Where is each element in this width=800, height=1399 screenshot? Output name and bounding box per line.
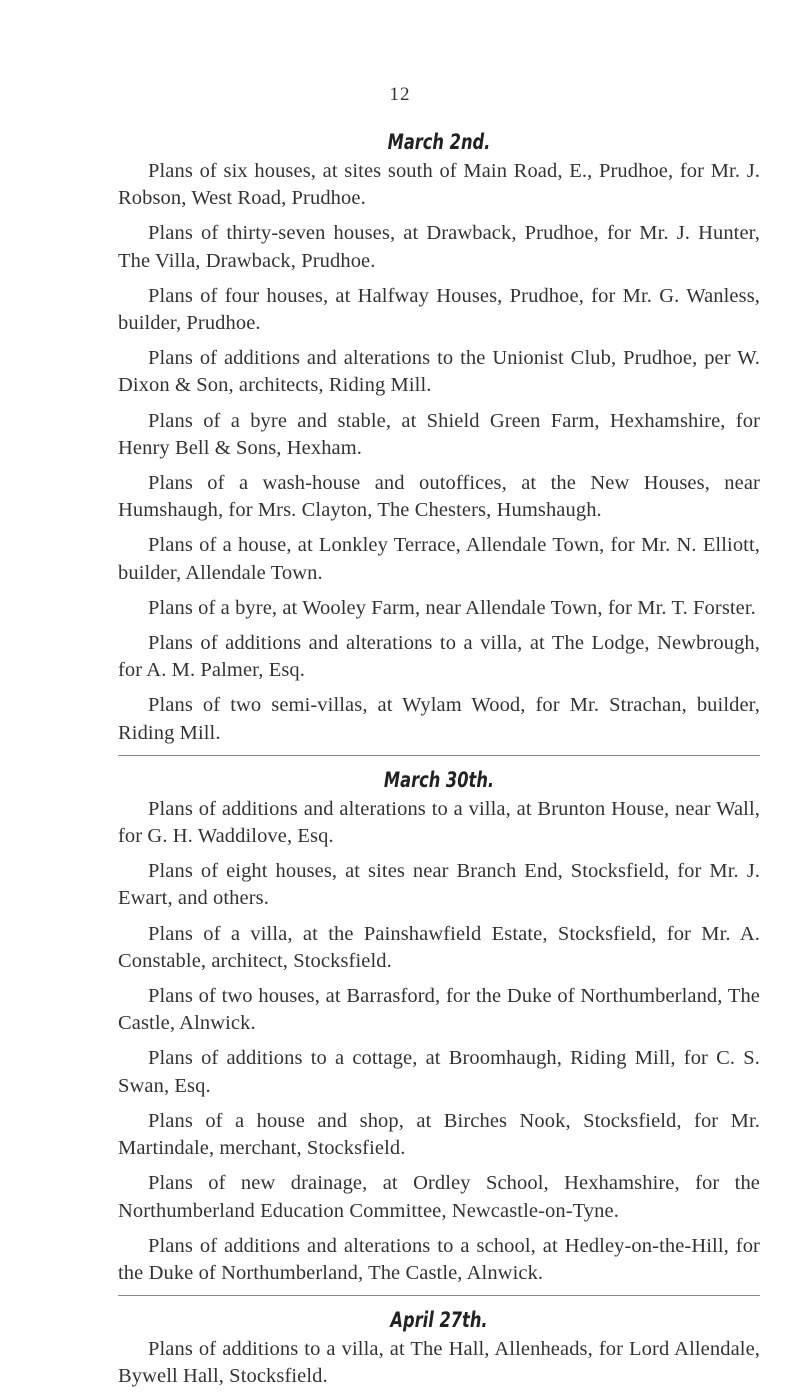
plan-entry: Plans of a byre and stable, at Shield Green Farm, Hexhamshire, for Henry Bell & Sons, Hexham.	[118, 409, 760, 459]
plan-entry: Plans of new drainage, at Ordley School, Hexhamshire, for the Northumberland Education Committee, Newcastle-on-Tyne.	[118, 1172, 760, 1222]
plan-entry: Plans of additions and alterations to a villa, at The Lodge, Newbrough, for A. M. Palmer, Esq.	[118, 632, 760, 682]
section-heading: March 2nd.	[387, 130, 491, 154]
plan-entry: Plans of four houses, at Halfway Houses, Prudhoe, for Mr. G. Wanless, builder, Prudhoe.	[118, 284, 760, 335]
section-heading: April 27th.	[390, 1308, 488, 1333]
plan-entry: Plans of thirty-seven houses, at Drawback, Prudhoe, for Mr. J. Hunter, The Villa, Drawback, Prudhoe.	[118, 222, 760, 272]
section-march-2nd	[118, 128, 760, 747]
plan-entry: Plans of additions and alterations to a villa, at Brunton House, near Wall, for G. H. Waddilove, Esq.	[118, 797, 760, 848]
section-divider	[118, 1295, 760, 1296]
section-divider	[118, 755, 760, 756]
plan-entry: Plans of a wash-house and outoffices, at the New Houses, near Humshaugh, for Mrs. Clayton, The Chesters, Humshaugh.	[118, 472, 760, 522]
plan-entry: Plans of a byre, at Wooley Farm, near Allendale Town, for Mr. T. Forster.	[148, 596, 756, 619]
plan-entry: Plans of additions to a cottage, at Broomhaugh, Riding Mill, for C. S. Swan, Esq.	[118, 1047, 760, 1097]
section-april-27th	[118, 1306, 760, 1390]
plan-entry: Plans of a villa, at the Painshawfield Estate, Stocksfield, for Mr. A. Constable, architect, Stocksfield.	[118, 922, 760, 972]
section-heading: March 30th.	[383, 767, 495, 792]
section-march-30th	[118, 766, 760, 1287]
plan-entry: Plans of additions to a villa, at The Hall, Allenheads, for Lord Allendale, Bywell Hall, Stocksfield.	[118, 1338, 760, 1388]
plan-entry: Plans of eight houses, at sites near Branch End, Stocksfield, for Mr. J. Ewart, and others.	[118, 860, 760, 910]
plan-entry: Plans of additions and alterations to the Unionist Club, Prudhoe, per W. Dixon & Son, architects, Riding Mill.	[118, 347, 760, 397]
plan-entry: Plans of two semi-villas, at Wylam Wood, for Mr. Strachan, builder, Riding Mill.	[118, 694, 760, 744]
page-number: 12	[389, 84, 411, 105]
plan-entry: Plans of six houses, at sites south of Main Road, E., Prudhoe, for Mr. J. Robson, West Road, Prudhoe.	[118, 160, 760, 210]
plan-entry: Plans of a house and shop, at Birches Nook, Stocksfield, for Mr. Martindale, merchant, Stocksfield.	[118, 1109, 760, 1160]
plan-entry: Plans of additions and alterations to a school, at Hedley-on-the-Hill, for the Duke of Northumberland, The Castle, Alnwick.	[118, 1234, 760, 1284]
page-content	[118, 128, 760, 1399]
plan-entry: Plans of a house, at Lonkley Terrace, Allendale Town, for Mr. N. Elliott, builder, Allendale Town.	[118, 534, 760, 584]
plan-entry: Plans of two houses, at Barrasford, for the Duke of Northumberland, The Castle, Alnwick.	[118, 985, 760, 1035]
